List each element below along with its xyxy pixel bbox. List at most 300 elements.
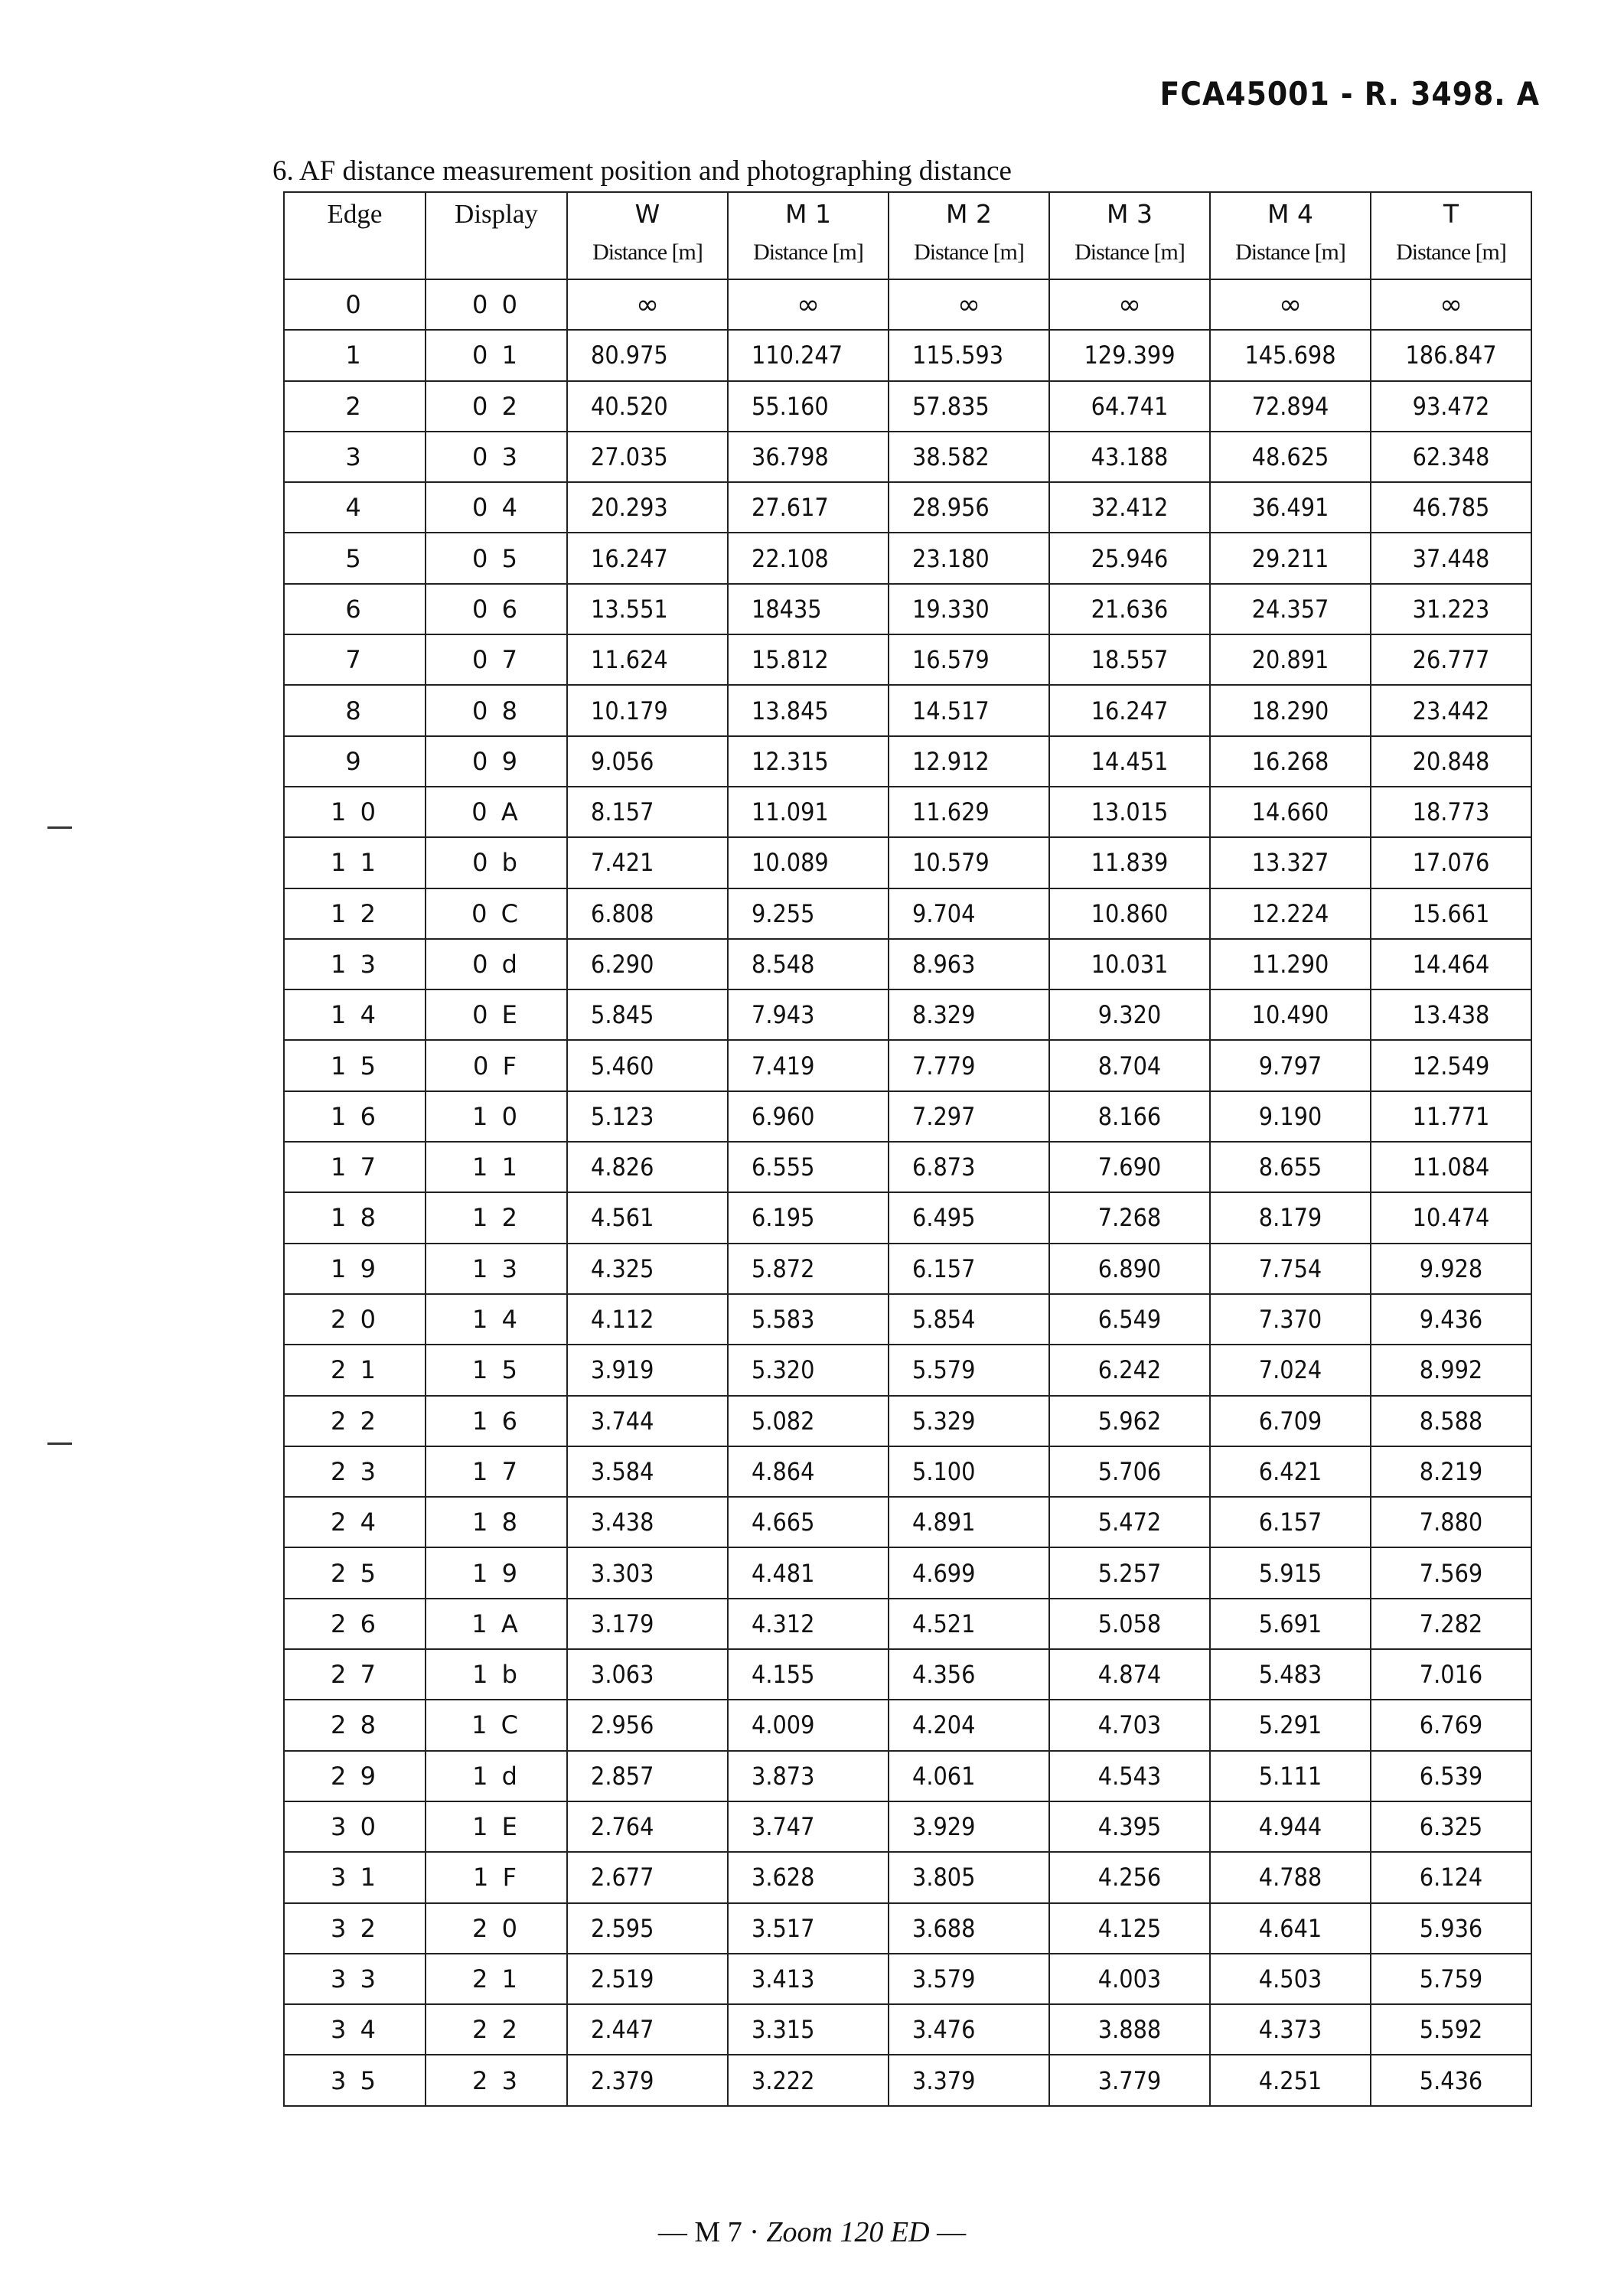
cell-m4: ∞ [1210,279,1371,330]
cell-t: 6.325 [1371,1801,1531,1852]
column-header-unit: Distance [m] [1235,240,1345,265]
cell-w: 2.956 [567,1700,728,1750]
cell-t: 31.223 [1371,584,1531,634]
cell-m4: 16.268 [1210,736,1371,787]
cell-edge: 6 [284,584,426,634]
cell-w: 2.595 [567,1903,728,1954]
column-header-m1 [728,192,889,279]
cell-display: 1 C [426,1700,567,1750]
cell-w: 11.624 [567,634,728,685]
cell-m1: 5.872 [728,1244,889,1294]
table-row [284,1903,1531,1954]
cell-m3: 10.031 [1049,939,1210,989]
cell-m1: 3.747 [728,1801,889,1852]
table-row [284,837,1531,888]
table-row [284,1852,1531,1902]
cell-display: 0 b [426,837,567,888]
cell-m3: 43.188 [1049,432,1210,482]
cell-t: 6.769 [1371,1700,1531,1750]
cell-edge: 2 1 [284,1345,426,1395]
cell-m4: 6.421 [1210,1446,1371,1497]
cell-w: 16.247 [567,533,728,583]
cell-m4: 10.490 [1210,989,1371,1040]
cell-display: 0 d [426,939,567,989]
cell-m3: 10.860 [1049,888,1210,939]
cell-m2: 5.329 [889,1396,1049,1446]
cell-display: 1 7 [426,1446,567,1497]
cell-w: 3.063 [567,1649,728,1700]
column-header-label: W [634,199,660,229]
cell-m2: 14.517 [889,685,1049,735]
cell-m3: 5.706 [1049,1446,1210,1497]
cell-edge: 0 [284,279,426,330]
cell-m2: 4.204 [889,1700,1049,1750]
column-header-m3 [1049,192,1210,279]
cell-edge: 2 5 [284,1547,426,1598]
cell-m1: 6.195 [728,1192,889,1243]
cell-display: 0 2 [426,381,567,432]
cell-w: 5.460 [567,1040,728,1090]
cell-m4: 4.373 [1210,2004,1371,2055]
cell-m1: 6.960 [728,1091,889,1142]
cell-m4: 4.788 [1210,1852,1371,1902]
cell-display: 0 6 [426,584,567,634]
cell-m3: 13.015 [1049,787,1210,837]
cell-t: ∞ [1371,279,1531,330]
table-row [284,482,1531,533]
cell-t: 11.771 [1371,1091,1531,1142]
cell-m4: 145.698 [1210,330,1371,380]
section-title: 6. AF distance measurement position and photographing distance [272,155,1012,187]
cell-m3: 129.399 [1049,330,1210,380]
cell-m1: 11.091 [728,787,889,837]
cell-m3: 25.946 [1049,533,1210,583]
cell-m1: 3.517 [728,1903,889,1954]
cell-m3: 11.839 [1049,837,1210,888]
column-header-edge [284,192,426,279]
cell-w: 6.808 [567,888,728,939]
cell-m3: 5.472 [1049,1497,1210,1547]
cell-m4: 6.157 [1210,1497,1371,1547]
cell-m3: 16.247 [1049,685,1210,735]
cell-display: 0 7 [426,634,567,685]
cell-m2: 38.582 [889,432,1049,482]
cell-t: 186.847 [1371,330,1531,380]
cell-m3: 6.890 [1049,1244,1210,1294]
cell-m2: 5.100 [889,1446,1049,1497]
cell-t: 7.880 [1371,1497,1531,1547]
cell-m2: 12.912 [889,736,1049,787]
column-header-label: M 3 [1107,199,1153,229]
column-header-label: Edge [327,199,383,229]
cell-edge: 3 [284,432,426,482]
cell-edge: 1 7 [284,1142,426,1192]
table-row [284,1294,1531,1345]
cell-w: 3.919 [567,1345,728,1395]
cell-m1: 6.555 [728,1142,889,1192]
cell-m3: 4.125 [1049,1903,1210,1954]
table-row [284,432,1531,482]
cell-edge: 5 [284,533,426,583]
margin-mark [47,1443,72,1445]
column-header-label: M 4 [1267,199,1313,229]
cell-w: 5.123 [567,1091,728,1142]
cell-m2: 10.579 [889,837,1049,888]
cell-w: 3.438 [567,1497,728,1547]
table-row [284,685,1531,735]
footer-model-name: Zoom 120 ED [766,2216,930,2248]
cell-m4: 5.111 [1210,1751,1371,1801]
cell-m1: 13.845 [728,685,889,735]
cell-m1: 4.864 [728,1446,889,1497]
cell-edge: 3 3 [284,1954,426,2004]
cell-edge: 2 9 [284,1751,426,1801]
cell-t: 5.592 [1371,2004,1531,2055]
cell-m4: 72.894 [1210,381,1371,432]
table-row [284,1345,1531,1395]
cell-m4: 4.503 [1210,1954,1371,2004]
cell-edge: 2 [284,381,426,432]
cell-w: 4.561 [567,1192,728,1243]
cell-m3: 21.636 [1049,584,1210,634]
cell-w: 4.826 [567,1142,728,1192]
cell-m1: 4.155 [728,1649,889,1700]
cell-m1: 4.009 [728,1700,889,1750]
cell-t: 12.549 [1371,1040,1531,1090]
cell-display: 1 E [426,1801,567,1852]
cell-m2: 3.929 [889,1801,1049,1852]
af-distance-table [283,191,1532,2107]
cell-edge: 1 4 [284,989,426,1040]
cell-m2: 4.521 [889,1599,1049,1649]
cell-edge: 2 0 [284,1294,426,1345]
table-row [284,1954,1531,2004]
cell-m4: 9.190 [1210,1091,1371,1142]
cell-m4: 24.357 [1210,584,1371,634]
cell-m3: 4.703 [1049,1700,1210,1750]
cell-w: 3.584 [567,1446,728,1497]
cell-w: 4.325 [567,1244,728,1294]
cell-w: 10.179 [567,685,728,735]
cell-m4: 7.370 [1210,1294,1371,1345]
cell-t: 26.777 [1371,634,1531,685]
table-row [284,1599,1531,1649]
cell-m3: 4.543 [1049,1751,1210,1801]
table-row [284,2055,1531,2105]
cell-edge: 2 2 [284,1396,426,1446]
cell-edge: 3 5 [284,2055,426,2105]
cell-t: 7.282 [1371,1599,1531,1649]
cell-display: 2 2 [426,2004,567,2055]
cell-display: 1 d [426,1751,567,1801]
cell-m1: 3.628 [728,1852,889,1902]
cell-m3: 8.704 [1049,1040,1210,1090]
cell-display: 0 5 [426,533,567,583]
cell-m2: 28.956 [889,482,1049,533]
cell-t: 14.464 [1371,939,1531,989]
cell-t: 17.076 [1371,837,1531,888]
cell-t: 62.348 [1371,432,1531,482]
cell-w: 3.744 [567,1396,728,1446]
cell-m4: 7.024 [1210,1345,1371,1395]
cell-m4: 6.709 [1210,1396,1371,1446]
table-row [284,584,1531,634]
cell-edge: 1 [284,330,426,380]
cell-m1: 4.481 [728,1547,889,1598]
table-header-row [284,192,1531,279]
cell-t: 6.539 [1371,1751,1531,1801]
cell-m3: 18.557 [1049,634,1210,685]
cell-m2: 4.356 [889,1649,1049,1700]
cell-m1: 10.089 [728,837,889,888]
cell-display: 1 b [426,1649,567,1700]
cell-m2: 6.495 [889,1192,1049,1243]
cell-edge: 1 5 [284,1040,426,1090]
cell-edge: 1 6 [284,1091,426,1142]
cell-m2: ∞ [889,279,1049,330]
cell-display: 2 1 [426,1954,567,2004]
cell-edge: 2 3 [284,1446,426,1497]
table-row [284,1396,1531,1446]
cell-m1: 4.312 [728,1599,889,1649]
cell-m1: 3.315 [728,2004,889,2055]
cell-m4: 4.641 [1210,1903,1371,1954]
cell-m3: 64.741 [1049,381,1210,432]
cell-w: 3.179 [567,1599,728,1649]
cell-m2: 6.873 [889,1142,1049,1192]
cell-m4: 5.691 [1210,1599,1371,1649]
cell-t: 7.016 [1371,1649,1531,1700]
cell-m3: 8.166 [1049,1091,1210,1142]
cell-w: 2.764 [567,1801,728,1852]
cell-m4: 18.290 [1210,685,1371,735]
cell-edge: 4 [284,482,426,533]
cell-t: 6.124 [1371,1852,1531,1902]
cell-edge: 3 4 [284,2004,426,2055]
cell-w: 40.520 [567,381,728,432]
cell-display: 0 F [426,1040,567,1090]
cell-m2: 4.699 [889,1547,1049,1598]
cell-t: 11.084 [1371,1142,1531,1192]
table-row [284,989,1531,1040]
cell-w: 27.035 [567,432,728,482]
table-row [284,634,1531,685]
cell-w: 80.975 [567,330,728,380]
cell-m3: 5.058 [1049,1599,1210,1649]
cell-display: 2 0 [426,1903,567,1954]
column-header-unit: Distance [m] [1396,240,1506,265]
cell-m1: 7.943 [728,989,889,1040]
cell-display: 2 3 [426,2055,567,2105]
cell-m1: 15.812 [728,634,889,685]
cell-m2: 4.061 [889,1751,1049,1801]
cell-m4: 4.944 [1210,1801,1371,1852]
cell-m3: 4.256 [1049,1852,1210,1902]
cell-edge: 1 3 [284,939,426,989]
cell-m3: 5.257 [1049,1547,1210,1598]
cell-m1: 55.160 [728,381,889,432]
column-header-label: M 2 [946,199,992,229]
cell-m1: 4.665 [728,1497,889,1547]
cell-t: 5.936 [1371,1903,1531,1954]
cell-m4: 20.891 [1210,634,1371,685]
cell-m2: 5.579 [889,1345,1049,1395]
cell-m1: 9.255 [728,888,889,939]
cell-t: 93.472 [1371,381,1531,432]
cell-m3: 6.549 [1049,1294,1210,1345]
table-row [284,330,1531,380]
cell-t: 20.848 [1371,736,1531,787]
table-row [284,1192,1531,1243]
cell-edge: 7 [284,634,426,685]
cell-t: 13.438 [1371,989,1531,1040]
cell-m1: 5.082 [728,1396,889,1446]
cell-m4: 4.251 [1210,2055,1371,2105]
cell-w: 8.157 [567,787,728,837]
cell-w: 20.293 [567,482,728,533]
cell-m4: 14.660 [1210,787,1371,837]
table-row [284,1649,1531,1700]
table-body [284,279,1531,2106]
cell-display: 0 E [426,989,567,1040]
cell-m4: 8.655 [1210,1142,1371,1192]
cell-display: 1 6 [426,1396,567,1446]
cell-m2: 9.704 [889,888,1049,939]
cell-m2: 3.579 [889,1954,1049,2004]
cell-m2: 3.379 [889,2055,1049,2105]
cell-m1: 22.108 [728,533,889,583]
cell-m2: 16.579 [889,634,1049,685]
cell-m2: 115.593 [889,330,1049,380]
cell-edge: 1 9 [284,1244,426,1294]
cell-w: 2.677 [567,1852,728,1902]
cell-edge: 3 2 [284,1903,426,1954]
cell-m4: 29.211 [1210,533,1371,583]
cell-w: 2.857 [567,1751,728,1801]
cell-m4: 13.327 [1210,837,1371,888]
table-row [284,1801,1531,1852]
table-row [284,1040,1531,1090]
cell-edge: 8 [284,685,426,735]
cell-w: 7.421 [567,837,728,888]
cell-m1: 27.617 [728,482,889,533]
cell-display: 1 8 [426,1497,567,1547]
cell-m2: 4.891 [889,1497,1049,1547]
cell-m3: 5.962 [1049,1396,1210,1446]
table-row [284,1244,1531,1294]
cell-display: 1 0 [426,1091,567,1142]
table-row [284,1142,1531,1192]
column-header-label: T [1443,199,1459,229]
cell-m4: 5.915 [1210,1547,1371,1598]
cell-t: 37.448 [1371,533,1531,583]
cell-display: 1 4 [426,1294,567,1345]
column-header-label: M 1 [785,199,831,229]
cell-m2: 57.835 [889,381,1049,432]
column-header-w [567,192,728,279]
cell-display: 1 F [426,1852,567,1902]
cell-display: 0 3 [426,432,567,482]
cell-w: ∞ [567,279,728,330]
cell-display: 1 2 [426,1192,567,1243]
cell-display: 0 4 [426,482,567,533]
document-code: FCA45001 - R. 3498. A [1159,75,1540,112]
cell-edge: 3 0 [284,1801,426,1852]
cell-edge: 2 6 [284,1599,426,1649]
table-row [284,1091,1531,1142]
column-header-unit: Distance [m] [753,240,863,265]
cell-m1: 3.873 [728,1751,889,1801]
cell-w: 9.056 [567,736,728,787]
cell-w: 6.290 [567,939,728,989]
cell-m3: 4.003 [1049,1954,1210,2004]
page-footer [0,2215,1624,2249]
cell-m2: 19.330 [889,584,1049,634]
column-header-display [426,192,567,279]
cell-edge: 2 4 [284,1497,426,1547]
table-row [284,787,1531,837]
cell-m1: 18435 [728,584,889,634]
cell-m2: 3.476 [889,2004,1049,2055]
cell-m1: 7.419 [728,1040,889,1090]
cell-t: 9.436 [1371,1294,1531,1345]
cell-m4: 48.625 [1210,432,1371,482]
cell-m2: 8.963 [889,939,1049,989]
cell-m1: 110.247 [728,330,889,380]
table-row [284,1547,1531,1598]
cell-t: 8.588 [1371,1396,1531,1446]
cell-m1: 3.413 [728,1954,889,2004]
cell-m3: 7.268 [1049,1192,1210,1243]
cell-w: 2.519 [567,1954,728,2004]
cell-t: 8.219 [1371,1446,1531,1497]
cell-m4: 7.754 [1210,1244,1371,1294]
cell-m1: 12.315 [728,736,889,787]
table-row [284,939,1531,989]
cell-w: 2.447 [567,2004,728,2055]
cell-m1: 8.548 [728,939,889,989]
cell-m3: 9.320 [1049,989,1210,1040]
cell-w: 13.551 [567,584,728,634]
cell-edge: 1 1 [284,837,426,888]
cell-m3: 32.412 [1049,482,1210,533]
column-header-label: Display [455,199,538,229]
cell-t: 5.436 [1371,2055,1531,2105]
cell-display: 1 A [426,1599,567,1649]
margin-mark [47,826,72,829]
cell-w: 2.379 [567,2055,728,2105]
cell-t: 18.773 [1371,787,1531,837]
cell-m2: 11.629 [889,787,1049,837]
cell-m2: 6.157 [889,1244,1049,1294]
cell-display: 1 1 [426,1142,567,1192]
cell-m3: 14.451 [1049,736,1210,787]
cell-w: 5.845 [567,989,728,1040]
cell-display: 1 9 [426,1547,567,1598]
footer-page-label: — M 7 · [657,2216,767,2248]
cell-edge: 1 0 [284,787,426,837]
table-row [284,1700,1531,1750]
cell-m3: 3.888 [1049,2004,1210,2055]
cell-display: 0 9 [426,736,567,787]
cell-display: 0 8 [426,685,567,735]
cell-m2: 3.805 [889,1852,1049,1902]
cell-t: 10.474 [1371,1192,1531,1243]
table-row [284,1446,1531,1497]
cell-m4: 9.797 [1210,1040,1371,1090]
cell-m2: 3.688 [889,1903,1049,1954]
cell-m4: 5.291 [1210,1700,1371,1750]
